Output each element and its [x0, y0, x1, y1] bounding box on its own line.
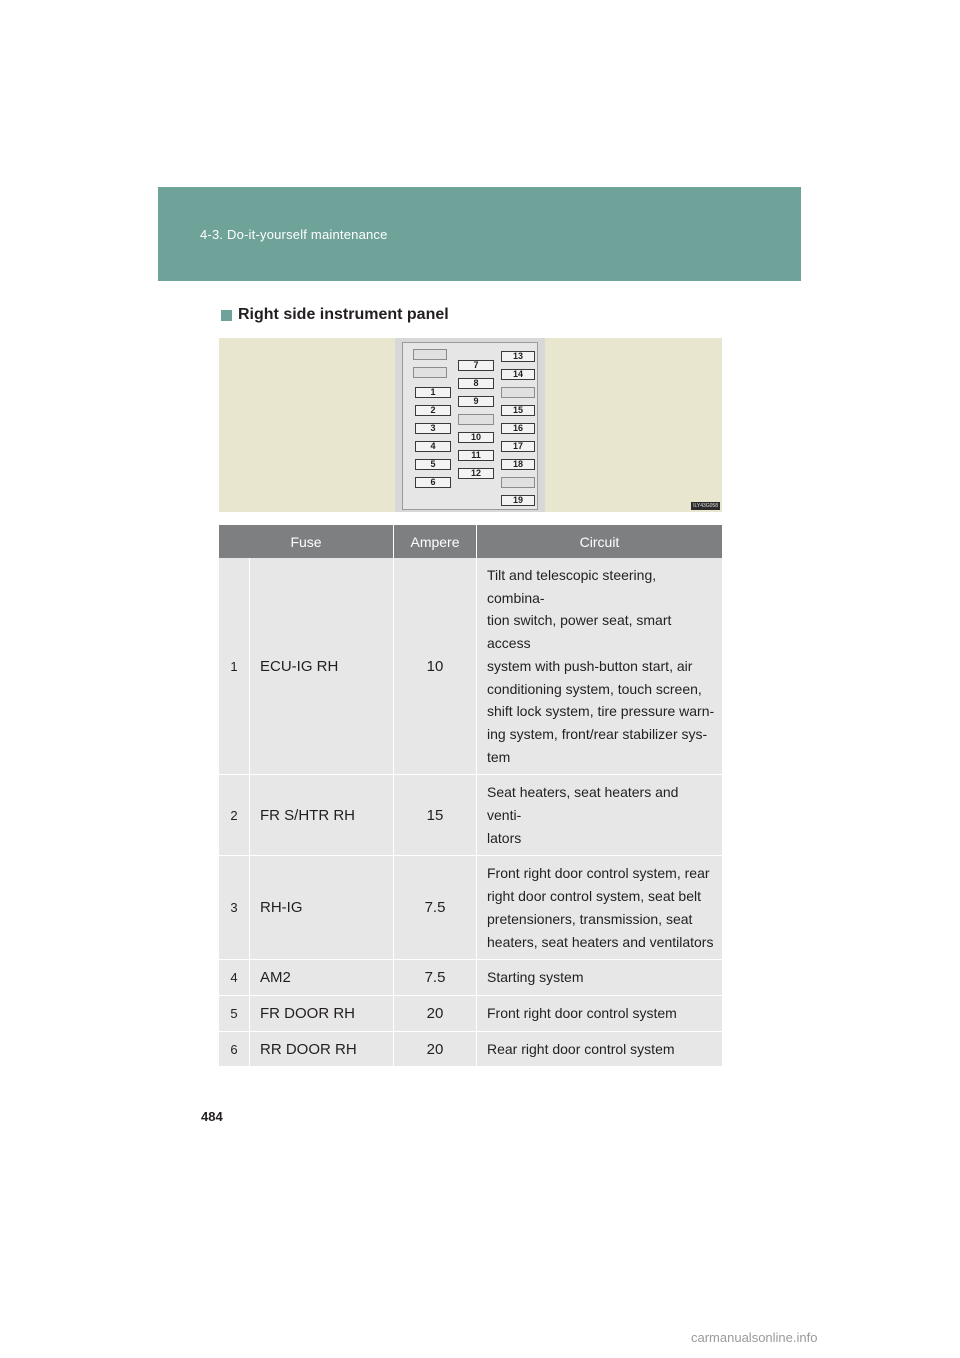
fuse-number: 4 [219, 960, 250, 996]
fuse-number: 6 [219, 1031, 250, 1067]
fuse-number: 1 [219, 558, 250, 775]
header-ampere: Ampere [394, 525, 477, 558]
fuse-slot-17: 17 [501, 441, 535, 452]
circuit-line: ing system, front/rear stabilizer sys- [487, 725, 708, 742]
fuse-number: 3 [219, 856, 250, 960]
fuse-name: ECU-IG RH [250, 558, 394, 775]
fuse-circuit [477, 775, 723, 856]
fuse-slot-2: 2 [415, 405, 451, 416]
fuse-circuit [477, 995, 723, 1031]
circuit-line: Front right door control system, rear [487, 865, 710, 882]
circuit-line: Rear right door control system [487, 1040, 675, 1057]
circuit-line: Tilt and telescopic steering, combina- [487, 567, 657, 606]
fuse-ampere: 10 [394, 558, 477, 775]
fuse-circuit [477, 856, 723, 960]
footer-watermark: carmanualsonline.info [691, 1330, 818, 1345]
page-number: 484 [201, 1109, 223, 1124]
fuse-slot-6: 6 [415, 477, 451, 488]
fuse-slot-16: 16 [501, 423, 535, 434]
fuse-slot-13: 13 [501, 351, 535, 362]
circuit-line: Starting system [487, 969, 584, 986]
square-bullet-icon [221, 310, 232, 321]
fuse-slot-5: 5 [415, 459, 451, 470]
fuse-ampere: 20 [394, 995, 477, 1031]
fuse-name: FR DOOR RH [250, 995, 394, 1031]
table-row [219, 1031, 722, 1067]
fuse-ampere: 15 [394, 775, 477, 856]
fuse-slot-12: 12 [458, 468, 494, 479]
fuse-slot-empty [458, 414, 494, 425]
fuse-slot-4: 4 [415, 441, 451, 452]
fuse-circuit [477, 1031, 723, 1067]
fuse-box-diagram [219, 338, 722, 512]
fuse-circuit [477, 960, 723, 996]
fuse-ampere: 7.5 [394, 960, 477, 996]
header-band [158, 187, 801, 281]
diagram-code: ILY43G058 [693, 503, 718, 509]
table-row [219, 995, 722, 1031]
fuse-slot-19: 19 [501, 495, 535, 506]
fuse-slot-11: 11 [458, 450, 494, 461]
circuit-line: right door control system, seat belt [487, 888, 701, 905]
circuit-line: heaters, seat heaters and ventilators [487, 933, 714, 950]
fuse-slot-8: 8 [458, 378, 494, 389]
table-row [219, 558, 722, 775]
fuse-name: FR S/HTR RH [250, 775, 394, 856]
table-row [219, 856, 722, 960]
fuse-table [219, 525, 722, 1067]
table-row [219, 775, 722, 856]
fuse-slot-9: 9 [458, 396, 494, 407]
circuit-line: shift lock system, tire pressure warn- [487, 703, 715, 720]
header-fuse: Fuse [219, 525, 394, 558]
fuse-ampere: 7.5 [394, 856, 477, 960]
fuse-slot-empty [501, 477, 535, 488]
circuit-line: Seat heaters, seat heaters and venti- [487, 784, 679, 824]
fuse-slot-empty [413, 349, 447, 360]
subheading [221, 306, 449, 324]
subheading-text: Right side instrument panel [238, 306, 449, 323]
fuse-slot-empty [413, 367, 447, 378]
fuse-number: 2 [219, 775, 250, 856]
circuit-line: tion switch, power seat, smart access [487, 612, 672, 652]
fuse-slot-10: 10 [458, 432, 494, 443]
fuse-slot-14: 14 [501, 369, 535, 380]
fuse-circuit [477, 558, 723, 775]
fuse-box-body [402, 342, 538, 510]
table-header-row [219, 525, 722, 558]
table-row [219, 960, 722, 996]
circuit-line: Front right door control system [487, 1004, 677, 1021]
fuse-name: RH-IG [250, 856, 394, 960]
fuse-slot-1: 1 [415, 387, 451, 398]
fuse-slot-empty [501, 387, 535, 398]
circuit-line: conditioning system, touch screen, [487, 680, 702, 697]
circuit-line: system with push-button start, air [487, 657, 693, 674]
fuse-slot-3: 3 [415, 423, 451, 434]
fuse-slot-15: 15 [501, 405, 535, 416]
fuse-slot-7: 7 [458, 360, 494, 371]
circuit-line: tem [487, 748, 511, 765]
fuse-ampere: 20 [394, 1031, 477, 1067]
fuse-name: AM2 [250, 960, 394, 996]
circuit-line: pretensioners, transmission, seat [487, 910, 693, 927]
section-label: 4-3. Do-it-yourself maintenance [200, 227, 388, 242]
header-circuit: Circuit [477, 525, 723, 558]
circuit-line: lators [487, 829, 522, 846]
fuse-slot-18: 18 [501, 459, 535, 470]
fuse-name: RR DOOR RH [250, 1031, 394, 1067]
fuse-number: 5 [219, 995, 250, 1031]
